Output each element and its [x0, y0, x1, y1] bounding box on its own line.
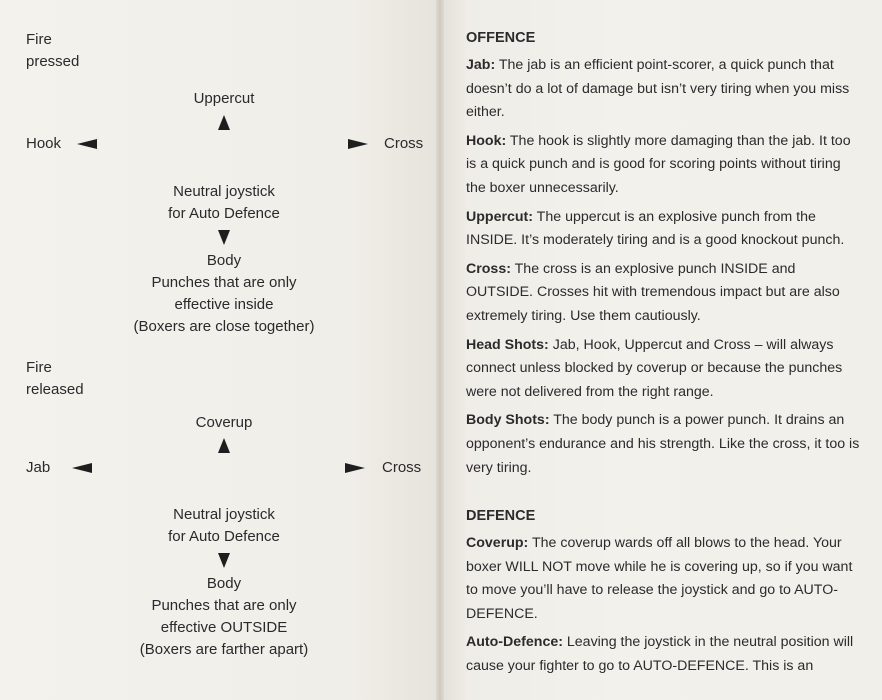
uppercut-label: Uppercut: [193, 90, 255, 107]
defence-heading: DEFENCE: [466, 508, 536, 525]
cross-paragraph: [466, 258, 864, 329]
jab-label: Jab: [26, 459, 51, 476]
note-line1: Punches that are only: [151, 274, 297, 291]
cross-term: Cross:: [466, 260, 511, 277]
head-shots-term: Head Shots:: [466, 336, 549, 353]
neutral-line2: for Auto Defence: [168, 205, 280, 222]
coverup-label: Coverup: [195, 414, 253, 431]
page-fold: [436, 0, 444, 700]
fire-pressed-line2: pressed: [26, 53, 80, 70]
cross-text: The cross is an explosive punch INSIDE and OUTSIDE. Crosses hit with tremendous impact but are also extremely tiring. Use them cautiously.: [466, 260, 840, 324]
section-gap: [466, 485, 864, 505]
auto-defence-paragraph: [466, 631, 864, 678]
neutral-line2: for Auto Defence: [168, 528, 280, 545]
note-line2: effective inside: [174, 296, 274, 313]
uppercut-text: The uppercut is an explosive punch from the INSIDE. It’s moderately tiring and is a good knockout punch.: [466, 208, 845, 249]
uppercut-paragraph: [466, 206, 864, 253]
note-line2: effective OUTSIDE: [160, 619, 288, 636]
arrow-down-icon: [218, 230, 230, 245]
head-shots-text: Jab, Hook, Uppercut and Cross – will always connect unless blocked by coverup or because the punches were not delivered from the right range.: [466, 336, 843, 400]
coverup-paragraph: [466, 532, 864, 626]
coverup-text: The coverup wards off all blows to the head. Your boxer WILL NOT move while he is covering up, so if you want to move you’ll have to release the joystick and go to AUTO-DEFENCE.: [466, 535, 853, 622]
fire-pressed-label: [26, 29, 79, 73]
jab-paragraph: [466, 54, 864, 125]
arrow-left-icon: [77, 139, 97, 149]
cross-label-top: Cross: [384, 135, 424, 152]
arrow-right-icon: [348, 139, 368, 149]
head-shots-paragraph: [466, 334, 864, 405]
neutral-line1: Neutral joystick: [173, 506, 275, 523]
fire-released-line2: released: [26, 381, 84, 398]
neutral-joystick-bottom: [168, 504, 280, 548]
fire-released-line1: Fire: [26, 359, 52, 376]
body-label: Body: [206, 575, 242, 592]
body-note-top: [134, 250, 315, 338]
offence-heading: OFFENCE: [466, 30, 536, 46]
jab-term: Jab:: [466, 57, 496, 73]
fire-pressed-line1: Fire: [26, 31, 52, 48]
body-label: Body: [206, 252, 242, 269]
body-note-bottom: [140, 573, 308, 661]
hook-label: Hook: [26, 135, 62, 152]
arrow-up-icon: [218, 438, 230, 453]
note-line3: (Boxers are farther apart): [139, 641, 309, 658]
arrow-down-icon: [218, 553, 230, 568]
neutral-line1: Neutral joystick: [173, 183, 275, 200]
neutral-joystick-top: [168, 181, 280, 225]
body-shots-text: The body punch is a power punch. It drains an opponent’s endurance and his strength. Like the cross, it too is very tiring.: [466, 412, 860, 476]
hook-text: The hook is slightly more damaging than the jab. It too is a quick punch and is good for scoring points without tiring the boxer unnecessarily.: [466, 132, 851, 196]
auto-defence-text: Leaving the joystick in the neutral position will cause your fighter to go to AUTO-DEFENCE. This is an: [466, 634, 854, 675]
body-shots-term: Body Shots:: [466, 412, 550, 429]
uppercut-term: Uppercut:: [466, 208, 533, 225]
coverup-term: Coverup:: [466, 535, 529, 552]
arrow-right-icon: [345, 463, 365, 473]
jab-text: The jab is an efficient point-scorer, a quick punch that doesn’t do a lot of damage but isn’t very tiring when you miss either.: [466, 57, 850, 121]
note-line1: Punches that are only: [151, 597, 297, 614]
fire-released-label: [26, 357, 84, 401]
arrow-left-icon: [72, 463, 92, 473]
right-column: [466, 27, 864, 684]
auto-defence-term: Auto-Defence:: [466, 634, 563, 651]
cross-label-bottom: Cross: [382, 459, 422, 476]
arrow-up-icon: [218, 115, 230, 130]
body-shots-paragraph: [466, 409, 864, 480]
hook-term: Hook:: [466, 132, 507, 149]
hook-paragraph: [466, 130, 864, 201]
note-line3: (Boxers are close together): [133, 318, 315, 335]
